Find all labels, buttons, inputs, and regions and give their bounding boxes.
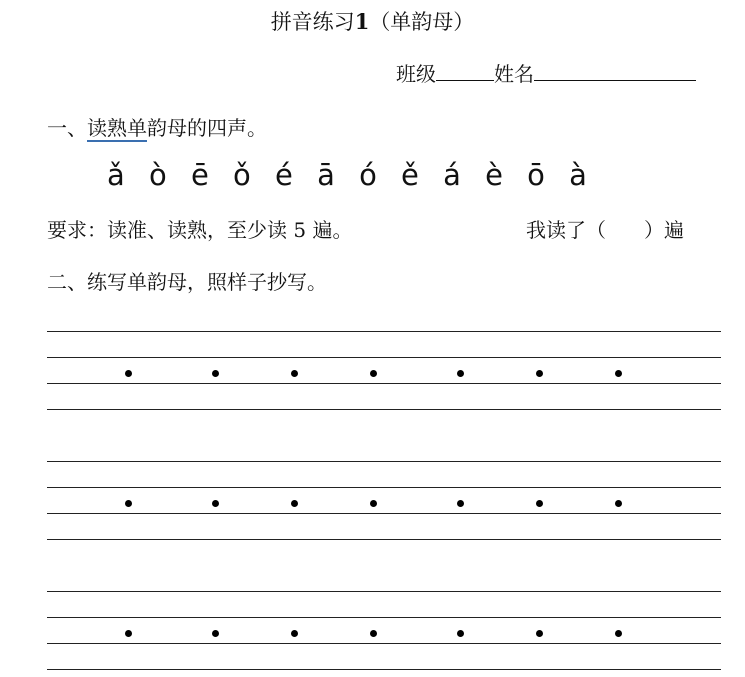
sample-dot bbox=[615, 500, 622, 507]
pinyin-syllable: ē bbox=[190, 158, 209, 192]
writing-line bbox=[47, 669, 721, 670]
pinyin-syllable: á bbox=[443, 158, 461, 192]
sample-dot bbox=[457, 630, 464, 637]
class-blank[interactable] bbox=[436, 60, 494, 81]
writing-line bbox=[47, 357, 721, 358]
pinyin-syllable: ǒ bbox=[233, 158, 251, 192]
sample-dot bbox=[212, 630, 219, 637]
section-1-underlined: 读熟单 bbox=[87, 116, 147, 140]
writing-line bbox=[47, 331, 721, 332]
writing-line bbox=[47, 383, 721, 384]
sample-dot bbox=[536, 500, 543, 507]
pinyin-syllable: ā bbox=[317, 158, 335, 192]
sample-dot bbox=[370, 630, 377, 637]
sample-dot bbox=[291, 370, 298, 377]
pinyin-syllable: ǎ bbox=[107, 158, 125, 192]
pinyin-syllable: ó bbox=[359, 158, 377, 192]
sample-dot bbox=[457, 370, 464, 377]
sample-dot bbox=[457, 500, 464, 507]
writing-line bbox=[47, 591, 721, 592]
pinyin-row bbox=[107, 158, 602, 192]
writing-line bbox=[47, 539, 721, 540]
sample-dot bbox=[536, 630, 543, 637]
sample-dot bbox=[615, 630, 622, 637]
section-1-heading bbox=[47, 112, 267, 141]
sample-dot bbox=[291, 500, 298, 507]
writing-line bbox=[47, 461, 721, 462]
sample-dot bbox=[536, 370, 543, 377]
section-2-heading: 二、练写单韵母，照样子抄写。 bbox=[47, 270, 327, 294]
title-paren: （单韵母） bbox=[369, 10, 475, 34]
sample-dot bbox=[291, 630, 298, 637]
writing-line bbox=[47, 513, 721, 514]
requirement-text: 要求：读准、读熟，至少读 5 遍。 bbox=[47, 218, 353, 242]
sample-dot bbox=[125, 630, 132, 637]
read-count bbox=[526, 214, 684, 243]
title-main: 拼音练习 bbox=[270, 10, 355, 34]
class-label: 班级 bbox=[396, 62, 436, 86]
sample-dot bbox=[212, 500, 219, 507]
page-title bbox=[0, 6, 745, 36]
writing-line bbox=[47, 409, 721, 410]
pinyin-syllable: ō bbox=[527, 158, 545, 192]
sample-dot bbox=[615, 370, 622, 377]
pinyin-syllable: è bbox=[485, 158, 503, 192]
title-number: 1 bbox=[354, 9, 370, 34]
pinyin-syllable: à bbox=[569, 158, 587, 192]
sample-dot bbox=[370, 500, 377, 507]
student-info bbox=[396, 58, 696, 87]
writing-line bbox=[47, 487, 721, 488]
section-1-rest: 韵母的四声。 bbox=[147, 116, 267, 140]
section-1-prefix: 一、 bbox=[47, 116, 87, 140]
read-count-suffix: ）遍 bbox=[644, 218, 684, 242]
pinyin-syllable: ò bbox=[149, 158, 167, 192]
pinyin-syllable: é bbox=[275, 158, 293, 192]
read-count-label: 我读了（ bbox=[526, 218, 606, 242]
writing-line bbox=[47, 617, 721, 618]
name-blank[interactable] bbox=[534, 60, 696, 81]
sample-dot bbox=[370, 370, 377, 377]
name-label: 姓名 bbox=[494, 62, 534, 86]
writing-line bbox=[47, 643, 721, 644]
sample-dot bbox=[125, 500, 132, 507]
sample-dot bbox=[125, 370, 132, 377]
sample-dot bbox=[212, 370, 219, 377]
pinyin-syllable: ě bbox=[401, 158, 419, 192]
